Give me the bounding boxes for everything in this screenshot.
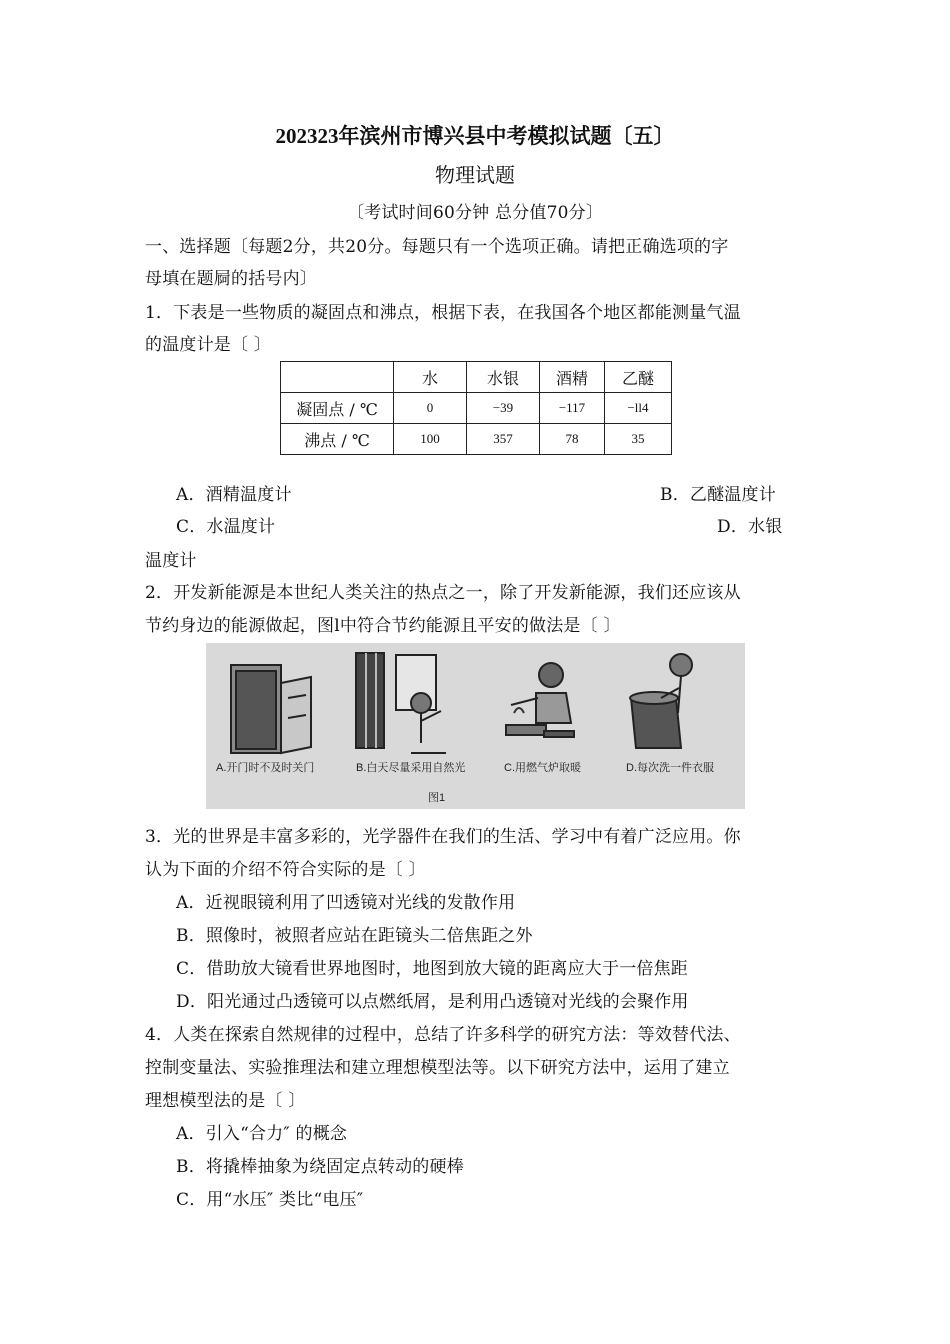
figure-caption-c: C.用燃气炉取暖 xyxy=(504,762,581,774)
q1-option-c: C．水温度计 xyxy=(176,517,276,537)
q3-option-c: C．借助放大镜看世界地图时，地图到放大镜的距离应大于一倍焦距 xyxy=(176,959,689,979)
q1-option-b: B．乙醚温度计 xyxy=(660,485,776,505)
exam-info: 〔考试时间60分钟 总分值70分〕 xyxy=(346,203,604,223)
washing-machine-illustration xyxy=(630,654,692,748)
table-cell: −117 xyxy=(540,393,605,424)
table-header-cell: 水银 xyxy=(467,362,540,393)
table-cell: 100 xyxy=(394,424,467,455)
page-title: 202323年滨州市博兴县中考模拟试题〔五〕 xyxy=(275,124,675,148)
section-heading-line1: 一、选择题〔每题2分，共20分。每题只有一个选项正确。请把正确选项的字 xyxy=(145,237,729,257)
figure-caption-a: A.开门时不及时关门 xyxy=(216,762,315,774)
figure-caption-d: D.每次洗一件衣服 xyxy=(626,762,714,774)
figure-caption-b: B.白天尽量采用自然光 xyxy=(356,762,466,774)
q1-stem-line2: 的温度计是〔 〕 xyxy=(145,335,272,355)
table-cell: 78 xyxy=(540,424,605,455)
properties-table xyxy=(280,361,672,455)
energy-saving-figure xyxy=(206,643,745,809)
q3-option-b: B．照像时，被照者应站在距镜头二倍焦距之外 xyxy=(176,926,533,946)
q2-stem-line2: 节约身边的能源做起，图l中符合节约能源且平安的做法是〔 〕 xyxy=(145,616,621,636)
q3-stem-line2: 认为下面的介绍不符合实际的是〔 〕 xyxy=(145,860,426,880)
q1-option-d: D．水银 xyxy=(717,517,783,537)
q1-option-a: A．酒精温度计 xyxy=(176,485,292,505)
refrigerator-illustration xyxy=(231,665,311,753)
table-row-label: 沸点 / ℃ xyxy=(281,424,394,455)
table-cell: 0 xyxy=(394,393,467,424)
table-cell: 35 xyxy=(605,424,672,455)
q4-stem-line2: 控制变量法、实验推理法和建立理想模型法等。以下研究方法中，运用了建立 xyxy=(145,1058,730,1078)
q3-option-a: A．近视眼镜利用了凹透镜对光线的发散作用 xyxy=(176,893,516,913)
gas-stove-illustration xyxy=(506,663,574,737)
table-cell: −39 xyxy=(467,393,540,424)
table-row xyxy=(281,393,672,424)
q4-stem-line3: 理想模型法的是〔 〕 xyxy=(145,1091,306,1111)
table-cell: 357 xyxy=(467,424,540,455)
q3-option-d: D．阳光通过凸透镜可以点燃纸屑，是利用凸透镜对光线的会聚作用 xyxy=(176,992,689,1012)
q4-option-b: B．将撬棒抽象为绕固定点转动的硬棒 xyxy=(176,1157,464,1177)
table-header-cell: 乙醚 xyxy=(605,362,672,393)
window-illustration xyxy=(356,653,446,753)
table-row xyxy=(281,424,672,455)
q1-option-d-wrap: 温度计 xyxy=(145,551,197,571)
q4-option-a: A．引入“合力″ 的概念 xyxy=(176,1124,348,1144)
section-heading-line2: 母填在题屙的括号内〕 xyxy=(145,269,317,289)
q2-stem-line1: 2．开发新能源是本世纪人类关注的热点之一，除了开发新能源，我们还应该从 xyxy=(145,583,741,603)
q1-stem-line1: 1．下表是一些物质的凝固点和沸点，根据下表，在我国各个地区都能测量气温 xyxy=(145,303,741,323)
q3-stem-line1: 3．光的世界是丰富多彩的，光学器件在我们的生活、学习中有着广泛应用。你 xyxy=(145,827,741,847)
table-header-cell: 水 xyxy=(394,362,467,393)
table-header-cell: 酒精 xyxy=(540,362,605,393)
table-row-label: 凝固点 / ℃ xyxy=(281,393,394,424)
page-subtitle: 物理试题 xyxy=(435,163,515,187)
table-header-cell xyxy=(281,362,394,393)
q4-option-c: C．用“水压″ 类比“电压″ xyxy=(176,1190,364,1210)
table-header-row xyxy=(281,362,672,393)
table-cell: −ll4 xyxy=(605,393,672,424)
figure-label: 图1 xyxy=(428,792,446,804)
q4-stem-line1: 4．人类在探索自然规律的过程中，总结了许多科学的研究方法：等效替代法、 xyxy=(145,1025,741,1045)
